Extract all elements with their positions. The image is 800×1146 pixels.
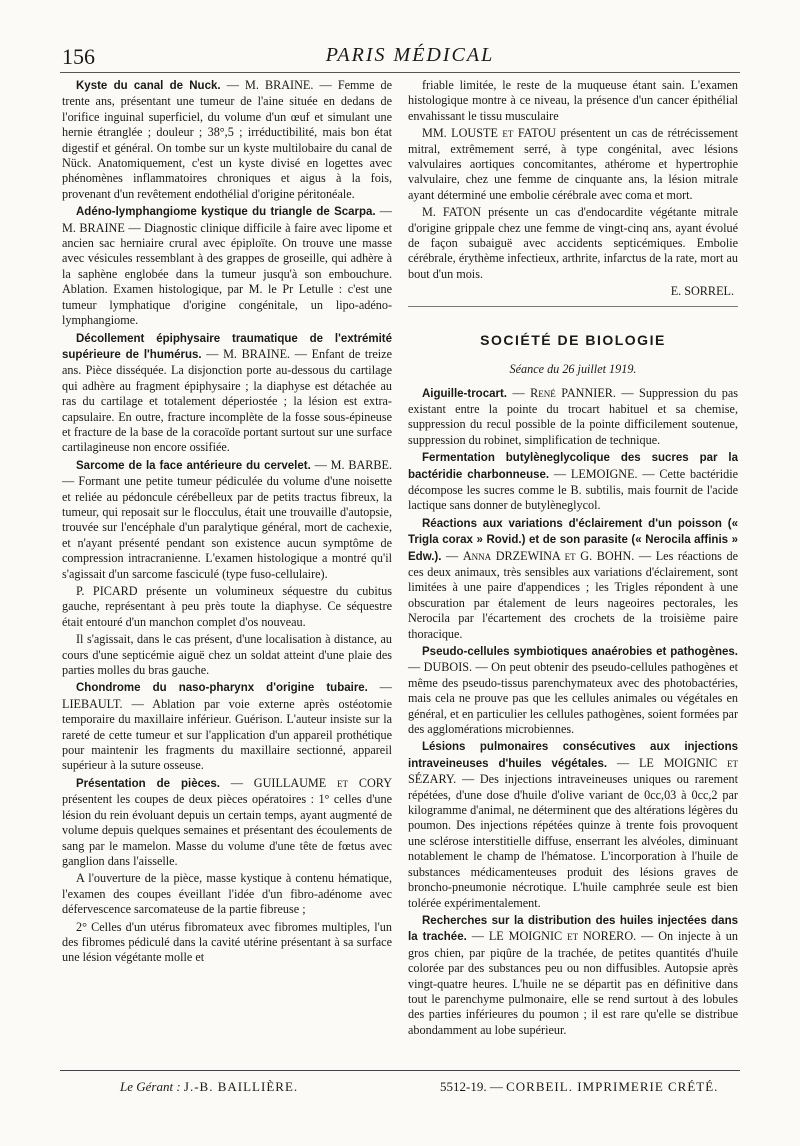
- article-body: Il s'agissait, dans le cas présent, d'une localisation à distance, au cours d'une septicémie aiguë chez un soldat atteint d'une plaie des parties molles du bras gauche.: [62, 632, 392, 678]
- article-title: Chondrome du naso-pharynx d'origine tubaire.: [76, 682, 368, 695]
- footer-rule: [60, 1070, 740, 1071]
- article-paragraph: Fermentation butylèneglycolique des sucres par la bactéridie charbonneuse. — LEMOIGNE. — Cette bactéridie décompose les sucres comme le B. subtilis, mais fournit de l'acide lactique sans donner de butylèneglycol.: [408, 452, 739, 513]
- article-body: — Des injections intraveineuses uniques ou rarement répétées, d'une dose d'huile d'olive variant de 0cc,03 à 0cc,2 par kilogramme d'animal, ne déterminent que des altérations légères du poumon. Des injections répétées quinze à trente fois provoquent une sclérose interstitielle diffuse, enserrant les alvéoles, diminuant notablement le champ de l'hématose. L'incorporation à l'huile de substances médicamenteuses produit des lésions graves de broncho-pneumonie nécrotique. L'huile camphrée seule est bien tolérée expérimentalement.: [408, 772, 738, 910]
- article-author: P. PICARD: [76, 584, 138, 598]
- article-title: Recherches sur la distribution des huiles injectées dans la trachée.: [408, 914, 738, 944]
- header-rule: [60, 72, 740, 73]
- article-body: — Suppression du pas existant entre la pointe du trocart habituel et sa chemise, suppression du recul possible de la pointe difficilement soutenue, suppression du robinet, simplification de technique.: [408, 385, 738, 447]
- left-column: [62, 78, 392, 968]
- article-body: — On injecte à un gros chien, par piqûre de la trachée, de petites quantités d'huile colorée par des substances peu ou non diffusibles. Autopsie après vingt-quatre heures. L'huile ne se départit pas en définitive dans tout le parenchyme pulmonaire, elle se rend surtout à des lobules des parties inférieures du poumon ; il est rare qu'elle se distribue abondamment au lobe supérieur.: [408, 929, 738, 1037]
- article-paragraph: [408, 205, 738, 282]
- article-author: M. BRAINE.: [223, 346, 291, 361]
- article-paragraph: [62, 871, 392, 917]
- article-author: M. BRAINE: [62, 220, 125, 235]
- article-body: — On peut obtenir des pseudo-cellules pathogènes et même des pseudo-tissus parenchymateux avec des photobactéries, mais cela ne prouve pas que les cellules animales ou végétales en général, et en particulier les cellules pathogènes, soient formées par des agglomérations microbiennes.: [408, 660, 739, 737]
- article-title: Aiguille-trocart.: [422, 387, 507, 400]
- print-number: 5512-19. —: [440, 1079, 503, 1094]
- page-number: 156: [62, 44, 95, 69]
- article-author: LE MOIGNIC et SÉZARY.: [408, 755, 739, 787]
- article-body: A l'ouverture de la pièce, masse kystique à contenu hématique, l'examen des coupes éveillant l'idée d'un fibro-adénome avec défervescence sarcomateuse de la partie fibreuse ;: [62, 871, 392, 917]
- gerant-label: Le Gérant :: [120, 1079, 181, 1094]
- article-paragraph: [62, 632, 392, 678]
- article-paragraph: Chondrome du naso-pharynx d'origine tubaire. — LIEBAULT. — Ablation par voie externe après ostéotomie temporaire du maxillaire inférieur. Guérison. L'auteur insiste sur la rareté de cette tumeur et sur l'application d'un appareil prothétique pour maintenir les fragments du maxillaire sectionné, appareil supérieur à la suture osseuse.: [62, 680, 392, 773]
- article-paragraph: Aiguille-trocart. — René PANNIER. — Suppression du pas existant entre la pointe du trocart habituel et sa chemise, suppression du recul possible de la pointe difficilement soutenue, suppression du robinet, simplification de technique.: [408, 385, 738, 447]
- article-title: Adéno-lymphangiome kystique du triangle de Scarpa.: [76, 206, 376, 219]
- article-author: M. BARBE.: [330, 457, 392, 472]
- article-body: — Diagnostic clinique difficile à faire avec lipome et ancien sac herniaire crural avec épiploïte. On trouve une masse avec vésicules ressemblant à des grappes de groseille, qui adhère à la saphène englobée dans la tumeur jusqu'à son embouchure. Ablation. Examen histologique, par M. le Pr Letulle : c'est une tumeur lymphatique d'origine congénitale, un lipo-adéno-lymphangiome.: [62, 220, 392, 328]
- article-paragraph: [62, 920, 392, 966]
- running-title: PARIS MÉDICAL: [325, 44, 495, 66]
- article-body: présentent un cas de rétrécissement mitral, extrêmement serré, à type congénital, avec lésions valvulaires aortiques concomitantes, athérome et hypertrophie valvulaire, chez une femme de cinquante ans, la lésion mitrale ayant déterminé une embolie cérébrale avec coma et mort.: [408, 126, 738, 202]
- article-body: — Cette bactéridie décompose les sucres comme le B. subtilis, mais fournit de l'acide lactique sans donner de butylèneglycol.: [408, 466, 739, 513]
- article-paragraph: Présentation de pièces. — GUILLAUME et CORY présentent les coupes de deux pièces opératoires : 1° celles d'une lésion du rein évoluant depuis un certain temps, ayant augmenté de volume depuis quelques semaines et présentant des écoulements de sang par le mamelon. Masse du volume d'une tête de fœtus avec ganglion dans l'aisselle.: [62, 775, 393, 868]
- article-paragraph: [408, 78, 738, 124]
- article-title: Décollement épiphysaire traumatique de l'extrémité supérieure de l'humérus.: [62, 332, 392, 361]
- article-title: Pseudo-cellules symbiotiques anaérobies et pathogènes.: [422, 646, 738, 658]
- article-author: DUBOIS.: [423, 660, 473, 675]
- article-title: Présentation de pièces.: [76, 777, 220, 790]
- article-author: LIEBAULT.: [62, 696, 123, 711]
- article-author: LEMOIGNE.: [570, 466, 638, 481]
- article-body: friable limitée, le reste de la muqueuse étant sain. L'examen histologique montre à ce niveau, la présence d'un cancer épithélial envahissant le tissu musculaire: [408, 78, 738, 123]
- article-title: Lésions pulmonaires consécutives aux injections intraveineuses d'huiles végétales.: [408, 741, 738, 770]
- article-paragraph: Pseudo-cellules symbiotiques anaérobies et pathogènes. — DUBOIS. — On peut obtenir des pseudo-cellules pathogènes et même des pseudo-tissus parenchymateux avec des photobactéries, mais cela ne prouve pas que les cellules animales ou végétales en général, et en particulier les cellules pathogènes, soient formées par des agglomérations microbiennes.: [408, 646, 739, 737]
- section-title: SOCIÉTÉ DE BIOLOGIE: [480, 331, 666, 348]
- article-body: 2° Celles d'un utérus fibromateux avec fibromes multiples, l'un des fibromes pédiculé dans la cavité utérine présentant à sa surface une lésion végétante molle et: [62, 919, 392, 965]
- footer-gerant: [120, 1079, 298, 1095]
- article-title: Réactions aux variations d'éclairement d'un poisson (« Trigla corax » Rovid.) et de son parasite (« Nerocila affinis » Edw.).: [408, 517, 738, 563]
- article-paragraph: [62, 584, 392, 630]
- article-body: — Enfant de treize ans. Pièce disséquée. La disjonction porte au-dessous du cartilage qui adhère au fragment épiphysaire ; la diaphyse est détachée au ras du cartilage et totalement déperiostée ; la lésion est extra-capsulaire. En outre, fracture incomplète de la fosse sous-épineuse et fracture de la base de la coracoïde portant surtout sur une surface cartilagineuse non encore ossifiée.: [62, 346, 392, 455]
- article-author: Anna DRZEWINA et G. BOHN.: [462, 548, 635, 563]
- article-body: — Ablation par voie externe après ostéotomie temporaire du maxillaire inférieur. Guérison. L'auteur insiste sur la rareté de cette tumeur et sur l'application d'un appareil prothétique pour maintenir les fragments du maxillaire sectionné, appareil supérieur à la suture osseuse.: [62, 696, 392, 773]
- article-body: présente un volumineux séquestre du cubitus gauche, représentant à peu près toute la diaphyse. Ce séquestre était entouré d'un manchon complet d'os nouveau.: [62, 584, 392, 629]
- article-author: LE MOIGNIC et NORERO.: [488, 929, 637, 944]
- article-author: MM. LOUSTE et FATOU: [422, 126, 556, 141]
- article-title: Sarcome de la face antérieure du cervelet.: [76, 459, 311, 472]
- article-body: — Les réactions de ces deux animaux, très sensibles aux variations d'éclairement, sont limitées à une paire d'appendices ; les Trigles répondent à une obscuration par étalement de leurs nageoires pectorales, les Nerocila par l'écartement des crochets de la troisième paire thoracique.: [408, 548, 739, 641]
- article-paragraph: Adéno-lymphangiome kystique du triangle de Scarpa. — M. BRAINE — Diagnostic clinique difficile à faire avec lipome et ancien sac herniaire crural avec épiploïte. On trouve une masse avec vésicules ressemblant à des grappes de groseille, qui adhère à la saphène englobée dans la tumeur jusqu'à son embouchure. Ablation. Examen histologique, par M. le Pr Letulle : c'est une tumeur lymphatique d'origine congénitale, un lipo-adéno-lymphangiome.: [62, 204, 392, 328]
- article-paragraph: Lésions pulmonaires consécutives aux injections intraveineuses d'huiles végétales. — LE MOIGNIC et SÉZARY. — Des injections intraveineuses uniques ou rarement répétées, d'une dose d'huile d'olive variant de 0cc,03 à 0cc,2 par kilogramme d'animal, ne déterminent que des altérations légères du poumon. Des injections répétées quinze à trente fois provoquent une sclérose interstitielle diffuse, enserrant les alvéoles, diminuant notablement le champ de l'hématose. L'incorporation à l'huile de substances médicamenteuses produit des lésions graves de broncho-pneumonie nécrotique. L'huile camphrée seule est bien tolérée expérimentalement.: [408, 741, 739, 910]
- footer-printer: [440, 1079, 718, 1095]
- article-paragraph: Décollement épiphysaire traumatique de l'extrémité supérieure de l'humérus. — M. BRAINE. — Enfant de treize ans. Pièce disséquée. La disjonction porte au-dessous du cartilage qui adhère au fragment épiphysaire ; la diaphyse est détachée au ras du cartilage et totalement déperiostée ; la lésion est extra-capsulaire. En outre, fracture incomplète de la fosse sous-épineuse et fracture de la base de la coracoïde portant surtout sur une surface cartilagineuse non encore ossifiée.: [62, 332, 392, 455]
- article-author: GUILLAUME et CORY: [253, 775, 393, 790]
- signature: E. SORREL.: [670, 284, 734, 299]
- article-body: — Femme de trente ans, présentant une tumeur de l'aine située en dedans de l'orifice inguinal superficiel, du volume d'un œuf et simulant une hernie étranglée ; douleur ; 38°,5 ; irréductibilité, mais bon état digestif et général. On tombe sur un kyste multilobaire du canal de Nück. Anatomiquement, c'est un kyste divisé en logettes avec phénomènes inflammatoires chroniques et aigus à la fois, provenant d'un revêtement endothélial d'origine péritonéale.: [62, 78, 393, 201]
- article-paragraph: Réactions aux variations d'éclairement d'un poisson (« Trigla corax » Rovid.) et de son parasite (« Nerocila affinis » Edw.). — Anna DRZEWINA et G. BOHN. — Les réactions de ces deux animaux, très sensibles aux variations d'éclairement, sont limitées à une paire d'appendices ; les Trigles répondent à une obscuration par étalement de leurs nageoires pectorales, les Nerocila par l'écartement des crochets de la troisième paire thoracique.: [408, 517, 739, 641]
- gerant-name: J.-B. BAILLIÈRE.: [183, 1079, 299, 1094]
- article-title: Fermentation butylèneglycolique des sucres par la bactéridie charbonneuse.: [408, 452, 738, 481]
- article-title: Kyste du canal de Nuck.: [76, 80, 221, 92]
- article-paragraph: [408, 126, 738, 203]
- article-author: René PANNIER.: [530, 385, 616, 400]
- article-body: présentent les coupes de deux pièces opératoires : 1° celles d'une lésion du rein évoluant depuis un certain temps, ayant augmenté de volume depuis quelques semaines et présentant des écoulements de sang par le mamelon. Masse du volume d'une tête de fœtus avec ganglion dans l'aisselle.: [62, 792, 392, 868]
- right-column: [408, 78, 738, 1040]
- article-paragraph: Sarcome de la face antérieure du cervelet. — M. BARBE. — Formant une petite tumeur pédiculée du volume d'une noisette et reliée au pédoncule cérébelleux par de petits tractus fibreux, la tumeur, qui reposait sur le flocculus, était une trouvaille d'autopsie, trouvée sur l'encéphale d'un paralytique général, mort de cachexie, et n'ayant présenté pendant son existence aucun symptôme de compression intracranienne. L'examen histologique a montré qu'il s'agissait d'un sarcome fasciculé (type fuso-cellulaire).: [62, 457, 392, 581]
- article-author: M. BRAINE.: [245, 78, 314, 92]
- session-date: Séance du 26 juillet 1919.: [509, 362, 637, 377]
- section-rule: [408, 306, 738, 307]
- article-paragraph: Recherches sur la distribution des huiles injectées dans la trachée. — LE MOIGNIC et NORERO. — On injecte à un gros chien, par piqûre de la trachée, de petites quantités d'huile colorée par des substances peu ou non diffusibles. Autopsie après vingt-quatre heures. L'huile ne se départit pas en définitive dans tout le parenchyme pulmonaire, elle se rend surtout à des lobules des parties inférieures du poumon ; il est rare qu'elle se distribue abondamment au lobe supérieur.: [408, 914, 738, 1037]
- article-body: présente un cas d'endocardite végétante mitrale d'origine grippale chez une femme de vingt-cinq ans, ayant évolué de façon subaiguë avec accidents septicémiques. Embolie cérébrale, érythème infectieux, arthrite, infarctus de la rate, mort au bout d'un mois.: [408, 205, 738, 281]
- article-body: — Formant une petite tumeur pédiculée du volume d'une noisette et reliée au pédoncule cérébelleux par de petits tractus fibreux, la tumeur, qui reposait sur le flocculus, était une trouvaille d'autopsie, trouvée sur l'encéphale d'un paralytique général, mort de cachexie, et n'ayant présenté pendant son existence aucun symptôme de compression intracranienne. L'examen histologique a montré qu'il s'agissait d'un sarcome fasciculé (type fuso-cellulaire).: [62, 474, 392, 581]
- article-author: M. FATON: [422, 205, 482, 220]
- printer-name: CORBEIL. IMPRIMERIE CRÉTÉ.: [506, 1079, 719, 1094]
- article-paragraph: Kyste du canal de Nuck. — M. BRAINE. — Femme de trente ans, présentant une tumeur de l'aine située en dedans de l'orifice inguinal superficiel, du volume d'un œuf et simulant une hernie étranglée ; douleur ; 38°,5 ; irréductibilité, mais bon état digestif et général. On tombe sur un kyste multilobaire du canal de Nück. Anatomiquement, c'est un kyste divisé en logettes avec phénomènes inflammatoires chroniques et aigus à la fois, provenant d'un revêtement endothélial d'origine péritonéale.: [62, 78, 393, 201]
